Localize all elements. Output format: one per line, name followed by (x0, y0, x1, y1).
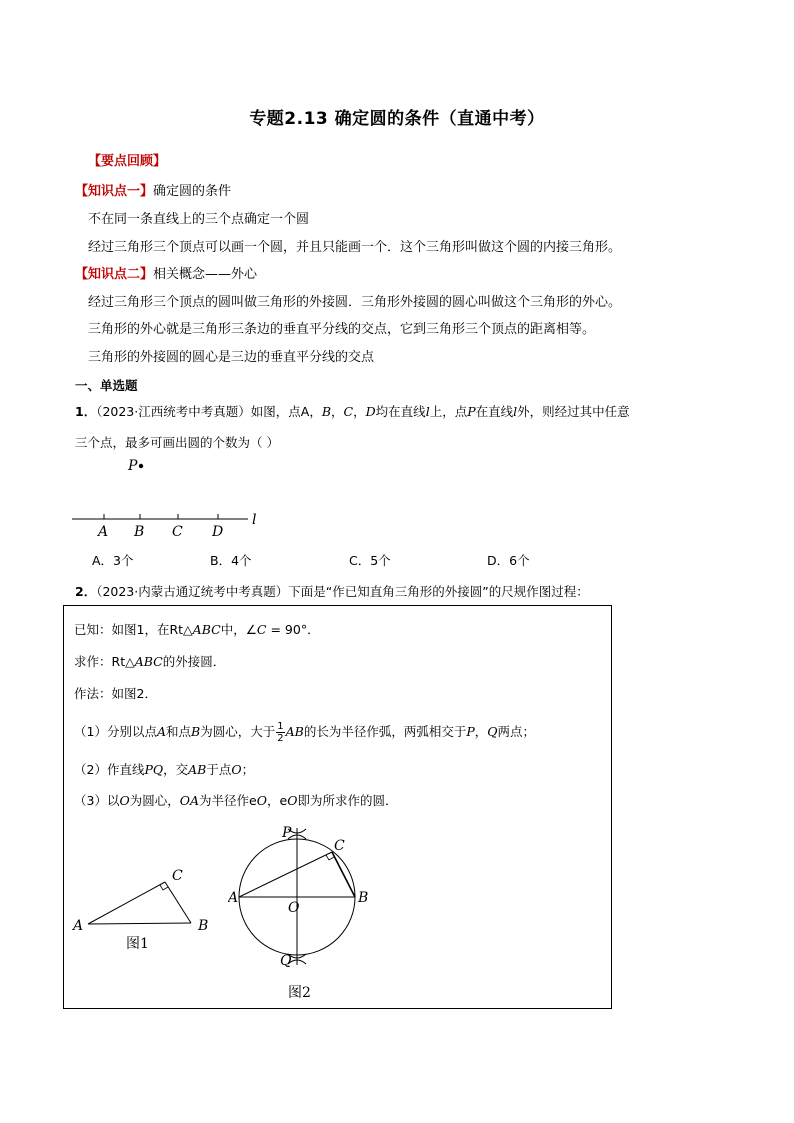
q1-line2: 三个点，最多可画出圆的个数为（ ） (75, 435, 279, 450)
q2-number: 2． (75, 584, 97, 599)
q2-seek-b: 的外接圆． (162, 654, 226, 669)
kp2-heading-line (75, 263, 257, 282)
kp2-tag: 【知识点二】 (75, 267, 154, 282)
q2-step2-b: ，交 (163, 762, 189, 777)
fig1-side-cb (165, 882, 191, 923)
fig2-label-b: B (358, 890, 369, 906)
fig2-right-angle-mark (326, 855, 334, 860)
q2-step1-e: ， (474, 724, 488, 739)
q2-step1 (74, 721, 535, 744)
q1-fig-label-p: P (128, 458, 138, 474)
page-title: 专题2.13 确定圆的条件（直通中考） (249, 109, 545, 129)
q1-fig-point-p (139, 464, 143, 468)
q1-text-e: 外，则经过其中任意 (517, 404, 630, 419)
q2-step1-var-q: Q (487, 724, 498, 739)
q1-comma1: ， (309, 404, 322, 419)
q2-step1-f: 两点； (497, 724, 536, 739)
q2-known-a: 已知：如图1，在 (74, 622, 170, 637)
q1-text-c: 上，点 (429, 404, 468, 419)
q1-var-l: l (425, 404, 430, 419)
kp2-heading: 相关概念——外心 (153, 267, 258, 282)
q2-step3 (74, 791, 397, 809)
q2-known-eq: = 90° (266, 622, 308, 637)
q2-step1-a: （1）分别以点 (74, 724, 157, 739)
q1-var-b: B (321, 404, 332, 419)
q1-text-b: 均在直线 (375, 404, 426, 419)
fig2-chord-cb (332, 852, 355, 897)
q1-var-a: A (300, 404, 310, 419)
q1-option-b[interactable]: B．4个 (210, 553, 252, 568)
q2-figure1 (68, 860, 228, 955)
q2-step1-c: 为圆心，大于 (200, 724, 276, 739)
q1-line1 (75, 402, 630, 420)
q2-seek-a: 求作： (74, 654, 112, 669)
q1-comma3: ， (353, 404, 366, 419)
kp2-line1: 经过三角形三个顶点的圆叫做三角形的外接圆．三角形外接圆的圆心叫做这个三角形的外心。 (88, 295, 622, 310)
q1-comma2: ， (331, 404, 344, 419)
q1-fig-label-b: B (134, 524, 145, 540)
q2-figure2 (228, 818, 388, 1004)
fig1-side-ab (88, 923, 191, 924)
q2-line1 (75, 582, 589, 600)
fig1-label-a: A (73, 918, 84, 934)
q2-step3-circle-symbol1: e (249, 793, 257, 808)
q2-text: 下面是“作已知直角三角形的外接圆”的尺规作图过程： (288, 584, 589, 599)
q2-step1-var-b: B (191, 724, 201, 739)
q2-step3-var-oa: OA (179, 793, 199, 808)
q1-fig-label-a: A (98, 524, 109, 540)
q2-step2-var-o: O (231, 762, 242, 777)
kp1-heading-line (75, 180, 231, 199)
kp1-heading: 确定圆的条件 (153, 184, 232, 199)
q2-step3-a: （3）以 (74, 793, 120, 808)
q1-number: 1． (75, 404, 97, 419)
kp1-line2: 经过三角形三个顶点可以画一个圆，并且只能画一个．这个三角形叫做这个圆的内接三角形。 (88, 240, 622, 255)
q2-step3-var-o3: O (287, 793, 298, 808)
q2-step1-b: 和点 (166, 724, 192, 739)
fig2-label-o: O (288, 900, 300, 916)
q1-figure (60, 452, 280, 544)
q2-step2 (74, 760, 254, 778)
q2-step3-e: 即为所求作的圆． (297, 793, 398, 808)
fig1-unused (88, 860, 223, 924)
q1-var-p: P (467, 404, 476, 419)
q2-step2-d: ； (241, 762, 255, 777)
q2-step2-a: （2）作直线 (74, 762, 145, 777)
q1-fig-label-l: l (252, 512, 257, 528)
q2-source: （2023·内蒙古通辽统考中考真题） (96, 584, 289, 599)
key-review-label: 【要点回顾】 (88, 154, 167, 169)
q1-option-d[interactable]: D．6个 (487, 553, 530, 568)
q2-step1-d: 的长为半径作弧，两弧相交于 (303, 724, 467, 739)
fig1-side-ac (88, 882, 165, 924)
q1-fig-label-d: D (212, 524, 224, 540)
kp1-line1: 不在同一条直线上的三个点确定一个圆 (88, 212, 310, 227)
q2-step3-circle-symbol2: e (279, 793, 288, 808)
section-label: 一、单选题 (75, 378, 138, 393)
q2-fraction-den: 2 (277, 733, 284, 744)
q2-known (74, 620, 320, 638)
fig2-label-a: A (228, 890, 239, 906)
q1-text-d: 在直线 (475, 404, 514, 419)
q2-step2-var-ab: AB (188, 762, 207, 777)
q1-fig-label-c: C (172, 524, 183, 540)
q2-step3-var-o: O (119, 793, 130, 808)
q2-step1-var-p: P (466, 724, 475, 739)
q2-known-end: ． (307, 622, 320, 637)
q2-step3-d: ， (266, 793, 280, 808)
q2-step1-var-ab: AB (285, 724, 304, 739)
q1-text-a: 如图，点 (250, 404, 301, 419)
q2-seek-abc: ABC (134, 654, 163, 669)
q2-known-rt: Rt△ (169, 622, 193, 637)
fig2-label-p: P (282, 825, 292, 841)
kp2-line3: 三角形的外接圆的圆心是三边的垂直平分线的交点 (88, 350, 375, 365)
q1-var-c: C (343, 404, 354, 419)
q1-option-a[interactable]: A．3个 (92, 553, 134, 568)
q2-step3-var-o2: O (256, 793, 267, 808)
fig1-caption: 图1 (126, 936, 149, 952)
q2-known-abc: ABC (192, 622, 221, 637)
q2-known-angle: ∠ (245, 622, 257, 637)
q1-var-l2: l (513, 404, 518, 419)
q2-method: 作法：如图2． (74, 686, 157, 701)
q2-known-b: 中， (220, 622, 246, 637)
q1-option-c[interactable]: C．5个 (349, 553, 391, 568)
fig1-label-c: C (172, 868, 183, 884)
fig2-caption: 图2 (288, 985, 311, 1001)
q2-step1-fraction (276, 721, 284, 744)
kp1-tag: 【知识点一】 (75, 184, 154, 199)
fig1-label-b: B (198, 918, 209, 934)
q2-fraction-num: 1 (277, 721, 284, 732)
fig2-label-q: Q (280, 953, 292, 969)
fig2-label-c: C (334, 838, 345, 854)
q2-seek-rt: Rt△ (111, 654, 135, 669)
q2-seek (74, 652, 225, 670)
q2-step3-c: 为半径作 (199, 793, 250, 808)
q2-step2-var-pq: PQ (144, 762, 164, 777)
q2-known-c: C (256, 622, 267, 637)
q2-step1-var-a: A (156, 724, 166, 739)
q2-step3-b: 为圆心， (129, 793, 180, 808)
q1-var-d: D (365, 404, 376, 419)
q1-source: （2023·江西统考中考真题） (96, 404, 251, 419)
kp2-line2: 三角形的外心就是三角形三条边的垂直平分线的交点，它到三角形三个顶点的距离相等。 (88, 322, 596, 337)
q2-step2-c: 于点 (206, 762, 232, 777)
